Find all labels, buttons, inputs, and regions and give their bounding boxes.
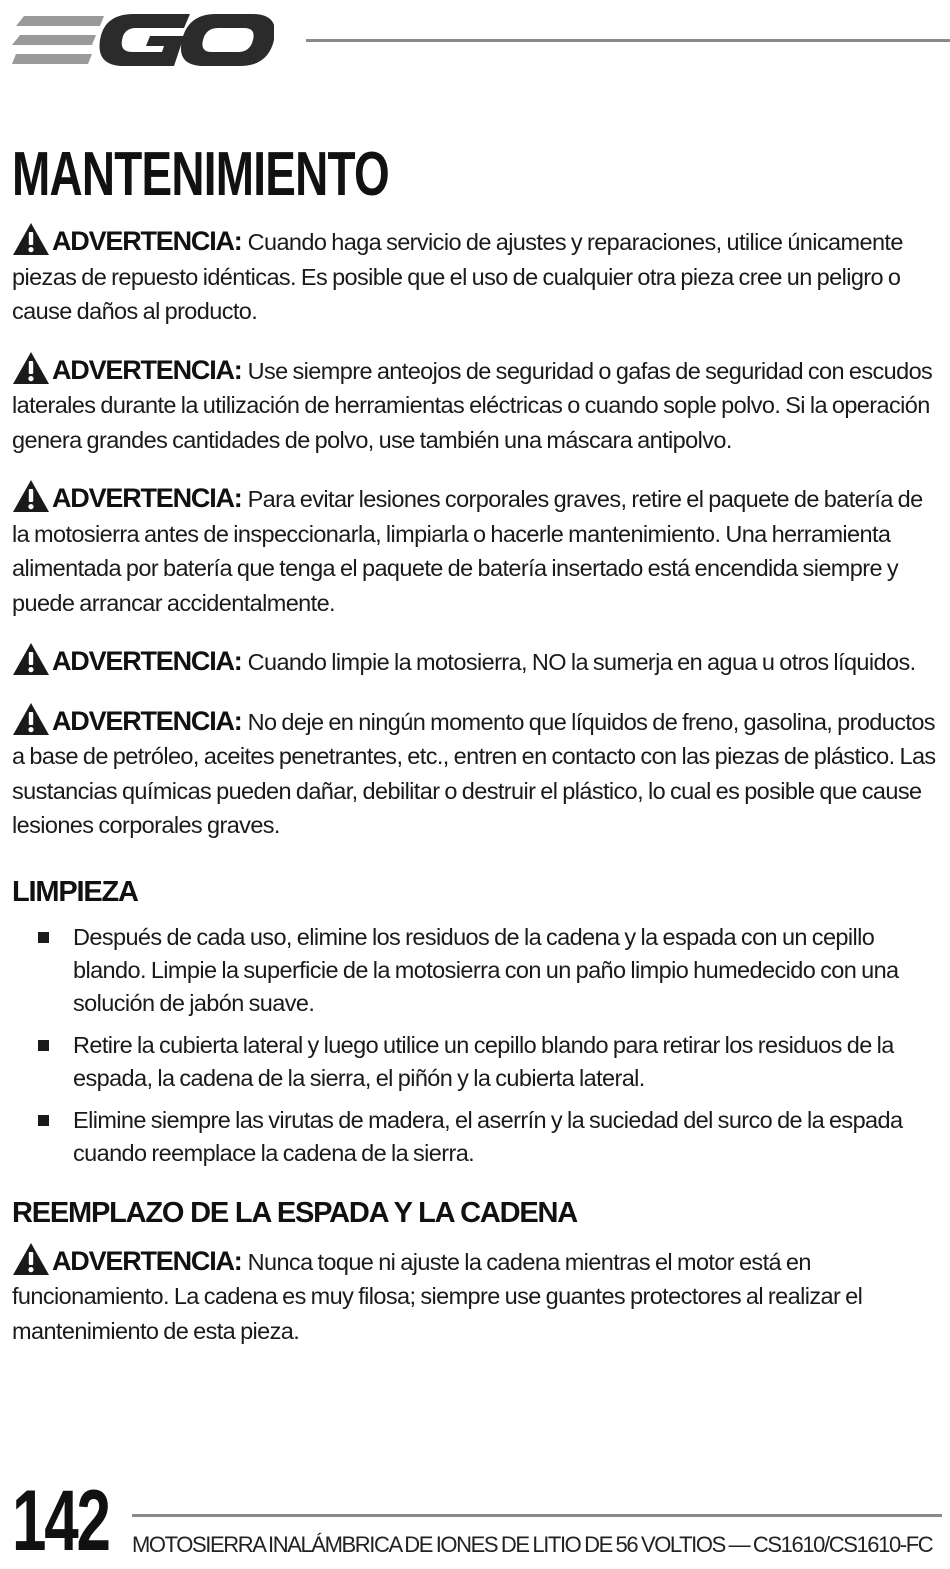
replacement-heading: REEMPLAZO DE LA ESPADA Y LA CADENA bbox=[12, 1196, 578, 1229]
warning-block bbox=[12, 479, 942, 620]
warning-block bbox=[12, 1242, 942, 1349]
list-item bbox=[12, 1029, 942, 1095]
main-content bbox=[12, 222, 942, 1370]
square-bullet-icon bbox=[38, 1115, 49, 1126]
list-item bbox=[12, 921, 942, 1020]
footer-divider bbox=[132, 1514, 942, 1517]
page-footer bbox=[12, 1473, 942, 1569]
cleaning-list bbox=[12, 921, 942, 1170]
warning-text: Cuando limpie la motosierra, NO la sumerja en agua u otros líquidos. bbox=[247, 649, 916, 675]
square-bullet-icon bbox=[38, 1040, 49, 1051]
list-item-text: Retire la cubierta lateral y luego utilice un cepillo blando para retirar los residuos de la espada, la cadena de la sierra, el piñón y la cubierta lateral. bbox=[73, 1031, 894, 1091]
warning-triangle-icon bbox=[12, 222, 52, 256]
square-bullet-icon bbox=[38, 932, 49, 943]
warning-label: ADVERTENCIA: bbox=[52, 1245, 242, 1276]
page-header bbox=[12, 10, 942, 72]
footer-product-title: MOTOSIERRA INALÁMBRICA DE IONES DE LITIO DE 56 VOLTIOS — CS1610/CS1610-FC bbox=[132, 1532, 933, 1557]
header-divider bbox=[306, 39, 950, 42]
warning-label: ADVERTENCIA: bbox=[52, 483, 242, 513]
warning-text: Para evitar lesiones corporales graves, retire el paquete de batería de la motosierra antes de inspeccionarla, limpiarla o hacerle mantenimiento. Una herramienta alimentada por batería que tenga el paquete de batería insertado está encendida siempre y puede arrancar accidentalmente. bbox=[12, 486, 923, 616]
warning-text: Nunca toque ni ajuste la cadena mientras el motor está en funcionamiento. La cadena es muy filosa; siempre use guantes protectores al realizar el mantenimiento de esta pieza. bbox=[12, 1248, 863, 1344]
list-item-text: Elimine siempre las virutas de madera, el aserrín y la suciedad del surco de la espada cuando reemplace la cadena de la sierra. bbox=[73, 1106, 903, 1166]
warning-label: ADVERTENCIA: bbox=[52, 705, 242, 736]
warning-label: ADVERTENCIA: bbox=[52, 226, 242, 256]
warning-triangle-icon bbox=[12, 642, 52, 676]
warning-triangle-icon bbox=[12, 702, 52, 736]
warning-text: Cuando haga servicio de ajustes y reparaciones, utilice únicamente piezas de repuesto idénticas. Es posible que el uso de cualquier otra pieza cree un peligro o cause daños al producto. bbox=[12, 229, 903, 324]
warning-label: ADVERTENCIA: bbox=[52, 646, 242, 676]
list-item bbox=[12, 1104, 942, 1170]
page-title: MANTENIMIENTO bbox=[12, 140, 389, 209]
warning-triangle-icon bbox=[12, 1242, 52, 1276]
page-number: 142 bbox=[12, 1473, 109, 1569]
cleaning-heading: LIMPIEZA bbox=[12, 875, 138, 908]
warning-block bbox=[12, 351, 942, 458]
warning-triangle-icon bbox=[12, 479, 52, 513]
list-item-text: Después de cada uso, elimine los residuos de la cadena y la espada con un cepillo blando. Limpie la superficie de la motosierra con un paño limpio humedecido con una solución de jabón suave. bbox=[73, 923, 899, 1016]
warning-block bbox=[12, 222, 942, 329]
warning-block bbox=[12, 642, 942, 680]
warning-triangle-icon bbox=[12, 351, 52, 385]
warning-label: ADVERTENCIA: bbox=[52, 354, 242, 385]
warning-block bbox=[12, 702, 942, 843]
ego-logo bbox=[12, 10, 274, 70]
warning-text: Use siempre anteojos de seguridad o gafas de seguridad con escudos laterales durante la utilización de herramientas eléctricas o cuando sople polvo. Si la operación genera grandes cantidades de polvo, use también una máscara antipolvo. bbox=[12, 357, 933, 453]
warning-text: No deje en ningún momento que líquidos de freno, gasolina, productos a base de petróleo, aceites penetrantes, etc., entren en contacto con las piezas de plástico. Las sustancias químicas pueden dañar, debilitar o destruir el plástico, lo cual es posible que cause lesiones corporales graves. bbox=[12, 708, 936, 838]
